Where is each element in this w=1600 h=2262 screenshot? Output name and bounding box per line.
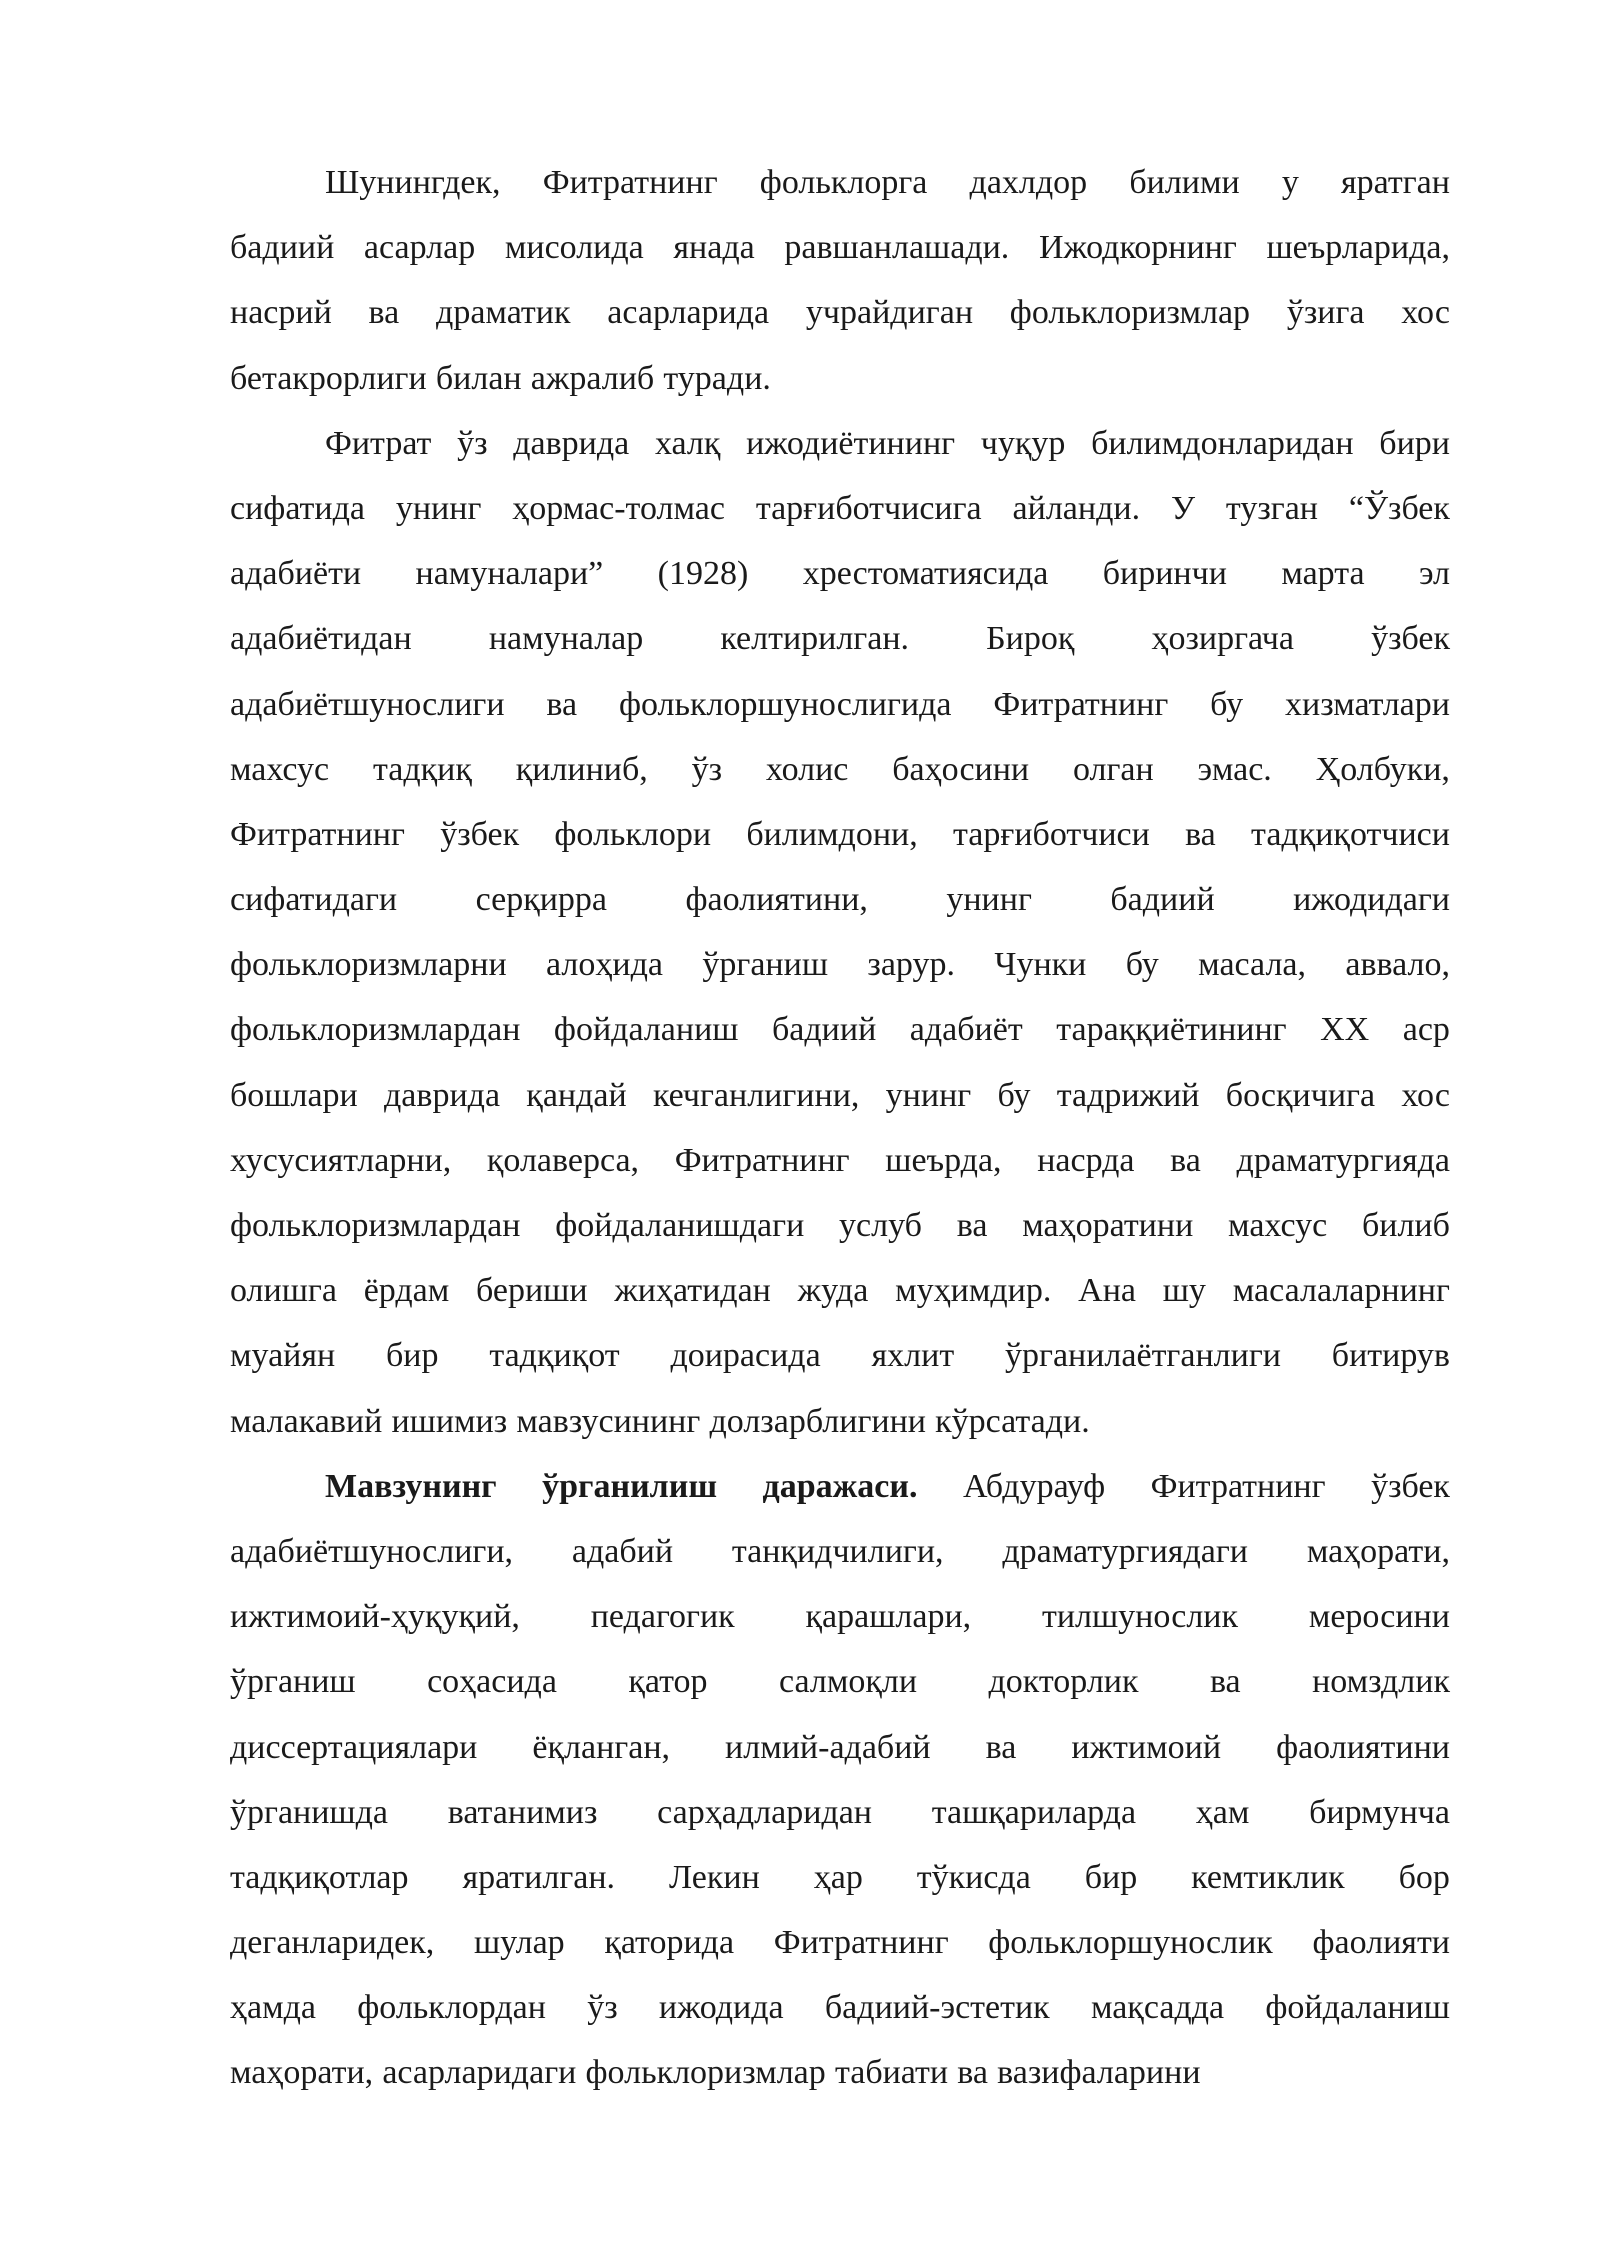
word: ижодида xyxy=(658,1989,784,2027)
paragraph xyxy=(230,150,1450,411)
word: бадиий xyxy=(230,229,335,267)
word: ва xyxy=(368,294,400,332)
word: шу xyxy=(1162,1272,1206,1310)
word: бир xyxy=(386,1337,439,1375)
word: мақсадда xyxy=(1090,1989,1225,2027)
word: бири xyxy=(1379,424,1450,462)
word: ўрганилаётганлиги xyxy=(1005,1337,1281,1375)
word: мисолида xyxy=(504,229,644,267)
word: хос xyxy=(1401,1076,1450,1114)
text-line xyxy=(230,672,1450,737)
word: адабиётидан xyxy=(230,620,412,658)
text-line xyxy=(230,1649,1450,1714)
word: бетакрорлиги xyxy=(230,359,427,397)
text-line xyxy=(230,150,1450,215)
word: яратилган. xyxy=(462,1858,616,1896)
word: бор xyxy=(1398,1858,1450,1896)
word: илмий-адабий xyxy=(725,1728,931,1766)
word: фольклори xyxy=(554,815,712,853)
word: бу xyxy=(1125,946,1159,984)
word: (1928) xyxy=(657,555,749,593)
word: билими xyxy=(1129,164,1240,201)
word: докторлик xyxy=(988,1663,1139,1701)
word: олган xyxy=(1072,750,1154,788)
word: ўрганиш xyxy=(702,946,828,984)
word: фольклоризмлардан xyxy=(230,1011,521,1049)
word: салмоқли xyxy=(778,1663,918,1701)
word: ва xyxy=(1170,1141,1201,1179)
word: ватанимиз xyxy=(447,1793,598,1831)
word: асарларида xyxy=(607,294,770,332)
word: қандай xyxy=(526,1076,627,1114)
text-line xyxy=(230,1128,1450,1193)
word: номздлик xyxy=(1312,1663,1450,1701)
word: хрестоматиясида xyxy=(802,555,1049,593)
word: У xyxy=(1170,489,1196,527)
word: фольклоризмлардан xyxy=(230,1207,521,1244)
word: ҳормас-толмас xyxy=(512,489,725,527)
word: долзарблигини xyxy=(709,1402,926,1440)
word: билиб xyxy=(1361,1207,1450,1244)
word: ва xyxy=(957,2054,988,2092)
word: биринчи xyxy=(1102,555,1227,593)
word: диссертациялари xyxy=(230,1728,478,1766)
text-line xyxy=(230,867,1450,932)
word: унинг xyxy=(395,489,482,527)
text-line xyxy=(230,1910,1450,1975)
word: битирув xyxy=(1331,1337,1450,1375)
word: Ана xyxy=(1078,1272,1136,1310)
word: олишга xyxy=(230,1272,337,1310)
text-line xyxy=(230,411,1450,476)
text-line xyxy=(230,1584,1450,1649)
paragraph xyxy=(230,1454,1450,2106)
word: фольклоршунослигида xyxy=(618,685,952,723)
word: педагогик xyxy=(590,1598,735,1636)
word: фольклоршунослик xyxy=(988,1924,1273,1962)
word: тадқиқот xyxy=(489,1337,620,1375)
word: фойдаланиш xyxy=(1265,1989,1450,2027)
word: қаторида xyxy=(604,1924,735,1962)
word: услуб xyxy=(839,1207,922,1244)
word: ва xyxy=(546,685,578,723)
word: сифатида xyxy=(230,489,365,527)
word: адабиётшунослиги, xyxy=(230,1532,514,1570)
text-line xyxy=(230,1193,1450,1258)
word: шулар xyxy=(473,1924,565,1962)
word: Ҳолбуки, xyxy=(1315,750,1450,788)
word: ёрдам xyxy=(363,1272,450,1310)
word: малакавий xyxy=(230,1402,383,1440)
word: тадқиқотчиси xyxy=(1251,815,1450,853)
word: XX xyxy=(1320,1011,1370,1049)
word: қатор xyxy=(628,1663,708,1701)
paragraph xyxy=(230,411,1450,1454)
word: тўкисда xyxy=(916,1858,1031,1896)
word: серқирра xyxy=(475,881,607,919)
word: равшанлашади. xyxy=(784,229,1010,267)
word: бадиий xyxy=(771,1011,877,1049)
word: ўз xyxy=(691,750,723,788)
text-line xyxy=(230,476,1450,541)
word: масалаларнинг xyxy=(1232,1272,1450,1310)
word: ва xyxy=(1209,1663,1241,1701)
word: фаолиятини xyxy=(1276,1728,1450,1766)
word: драматик xyxy=(436,294,571,332)
word: ижодиётининг xyxy=(746,424,956,462)
word: бериши xyxy=(476,1272,588,1310)
text-line xyxy=(230,346,1450,411)
word: унинг xyxy=(946,881,1032,919)
word: зарур. xyxy=(867,946,955,984)
text-line xyxy=(230,1519,1450,1584)
word: Абдурауф xyxy=(962,1467,1106,1505)
word: яхлит xyxy=(871,1337,955,1375)
word: тилшунослик xyxy=(1041,1598,1238,1636)
word: махсус xyxy=(1228,1207,1328,1244)
word: ижтимоий-ҳуқуқий, xyxy=(230,1598,520,1636)
word: эмас. xyxy=(1197,750,1272,788)
word: Ижодкорнинг xyxy=(1038,229,1237,267)
word: фольклоризмлар xyxy=(1009,294,1251,332)
word: ва xyxy=(1185,815,1216,853)
word: насрий xyxy=(230,294,332,332)
word: доирасида xyxy=(670,1337,821,1375)
text-line xyxy=(230,1845,1450,1910)
word: махсус xyxy=(230,750,330,788)
word: бошлари xyxy=(230,1076,358,1114)
word: фольклоризмларни xyxy=(230,946,507,984)
word: ўзбек xyxy=(440,815,520,853)
word: фойдаланиш xyxy=(553,1011,739,1049)
word: ҳозиргача xyxy=(1151,620,1294,658)
word: чуқур xyxy=(980,424,1066,462)
word: ўзига xyxy=(1286,294,1365,332)
word: аср xyxy=(1402,1011,1450,1049)
word: маҳорати, xyxy=(1306,1532,1450,1570)
text-line xyxy=(230,1323,1450,1388)
word: намуналар xyxy=(488,620,644,658)
text-line xyxy=(230,541,1450,606)
word: хизматлари xyxy=(1285,685,1450,723)
word: маҳорати, xyxy=(230,2054,374,2092)
word: маҳоратини xyxy=(1022,1207,1194,1244)
text-line xyxy=(230,606,1450,671)
word: насрда xyxy=(1037,1141,1135,1179)
word: ёқланган, xyxy=(532,1728,671,1766)
word: ташқариларда xyxy=(931,1793,1137,1831)
word: босқичига xyxy=(1225,1076,1376,1114)
word: Бироқ xyxy=(986,620,1075,658)
word: ижтимоий xyxy=(1071,1728,1222,1766)
word: мавзусининг xyxy=(516,1402,701,1440)
word: даврида xyxy=(384,1076,501,1114)
word: тадқиқ xyxy=(372,750,472,788)
word: жуда xyxy=(797,1272,869,1310)
word: хос xyxy=(1401,294,1450,332)
text-line xyxy=(230,280,1450,345)
word: дахлдор xyxy=(969,164,1088,201)
word: қарашлари, xyxy=(805,1598,972,1636)
word: фойдаланишдаги xyxy=(555,1207,805,1244)
word: адабиётшунослиги xyxy=(230,685,505,723)
word: марта xyxy=(1281,555,1365,593)
word: фаолиятини, xyxy=(685,881,868,919)
word: ҳамда xyxy=(230,1989,316,2027)
word: вазифаларини xyxy=(997,2054,1201,2092)
word: жиҳатидан xyxy=(614,1272,771,1310)
word: шеърларида, xyxy=(1266,229,1450,267)
word: кемтиклик xyxy=(1191,1858,1345,1896)
word: асарларидаги xyxy=(382,2054,577,2092)
text-line xyxy=(230,737,1450,802)
word: намуналари” xyxy=(415,555,604,593)
word: аввало, xyxy=(1345,946,1450,984)
word: ҳам xyxy=(1195,1793,1250,1831)
word: шеърда, xyxy=(885,1141,1002,1179)
word: табиати xyxy=(834,2054,949,2092)
word: қилиниб, xyxy=(515,750,648,788)
word: муҳимдир. xyxy=(895,1272,1052,1310)
text-line xyxy=(230,1975,1450,2040)
word: тадқиқотлар xyxy=(230,1858,409,1896)
word: эл xyxy=(1419,555,1450,593)
word: драматургияда xyxy=(1236,1141,1450,1179)
word: билимдонларидан xyxy=(1091,424,1354,462)
word: бадиий xyxy=(1110,881,1215,919)
word: фольклордан xyxy=(357,1989,546,2027)
text-line xyxy=(230,1389,1450,1454)
text-line xyxy=(230,1715,1450,1780)
word: муайян xyxy=(230,1337,336,1375)
word: билимдони, xyxy=(746,815,918,853)
word: Фитратнинг xyxy=(1150,1467,1326,1505)
word: ва xyxy=(985,1728,1017,1766)
word: ва xyxy=(956,1207,988,1244)
word: айланди. xyxy=(1012,489,1141,527)
word: сифатидаги xyxy=(230,881,398,919)
word: адабиёти xyxy=(230,555,362,593)
word: фольклоризмлар xyxy=(585,2054,826,2092)
word: Фитратнинг xyxy=(542,164,718,201)
word: ўз xyxy=(587,1989,618,2027)
word: янада xyxy=(673,229,755,267)
word: тараққиётининг xyxy=(1056,1011,1287,1049)
word: драматургиядаги xyxy=(1002,1532,1248,1570)
word: бирмунча xyxy=(1309,1793,1450,1831)
text-line xyxy=(230,2040,1450,2105)
word: ўрганишда xyxy=(230,1793,388,1831)
word: у xyxy=(1281,164,1299,201)
document-body xyxy=(230,150,1450,2106)
word: тарғиботчиси xyxy=(953,815,1150,853)
word: Чунки xyxy=(994,946,1087,984)
word: кечганлигини, xyxy=(652,1076,860,1114)
word: ижодидаги xyxy=(1293,881,1450,919)
word: бу xyxy=(997,1076,1031,1114)
word: хусусиятларни, xyxy=(230,1141,452,1179)
word: адабиёт xyxy=(909,1011,1023,1049)
word: холис xyxy=(765,750,849,788)
word: бир xyxy=(1084,1858,1138,1896)
word: танқидчилиги, xyxy=(731,1532,944,1570)
word: “Ўзбек xyxy=(1348,489,1450,527)
word: Шунингдек, xyxy=(325,164,501,201)
word: кўрсатади. xyxy=(935,1402,1090,1440)
word: деганларидек, xyxy=(230,1924,435,1962)
word: Фитратнинг xyxy=(773,1924,949,1962)
word: сарҳадларидан xyxy=(657,1793,872,1831)
text-line xyxy=(230,932,1450,997)
bold-lead-word: ўрганилиш xyxy=(542,1467,718,1505)
word: адабий xyxy=(571,1532,674,1570)
word: ўзбек xyxy=(1371,620,1450,658)
word: соҳасида xyxy=(427,1663,557,1701)
word: Лекин xyxy=(668,1858,760,1896)
word: Фитратнинг xyxy=(674,1141,850,1179)
word: яратган xyxy=(1341,164,1450,201)
word: ажралиб xyxy=(530,359,655,397)
word: тадрижий xyxy=(1056,1076,1200,1114)
word: тузган xyxy=(1225,489,1318,527)
word: тарғиботчисига xyxy=(755,489,982,527)
bold-lead-word: Мавзунинг xyxy=(325,1467,497,1505)
word: алоҳида xyxy=(546,946,663,984)
text-line xyxy=(230,1258,1450,1323)
word: халқ xyxy=(654,424,721,462)
word: Фитратнинг xyxy=(230,815,405,853)
word: Фитратнинг xyxy=(993,685,1169,723)
word: унинг xyxy=(885,1076,972,1114)
word: фольклорга xyxy=(759,164,928,201)
word: ўз xyxy=(457,424,488,462)
word: даврида xyxy=(513,424,630,462)
word: асарлар xyxy=(363,229,476,267)
word: ишимиз xyxy=(391,1402,508,1440)
word: келтирилган. xyxy=(720,620,910,658)
text-line xyxy=(230,1063,1450,1128)
text-line xyxy=(230,997,1450,1062)
word: учрайдиган xyxy=(805,294,974,332)
word: ўзбек xyxy=(1371,1467,1450,1505)
word: қолаверса, xyxy=(486,1141,640,1179)
word: баҳосини xyxy=(892,750,1030,788)
text-line xyxy=(230,1780,1450,1845)
word: билан xyxy=(435,359,522,397)
text-line xyxy=(230,802,1450,867)
word: бу xyxy=(1210,685,1244,723)
word: Фитрат xyxy=(325,424,432,462)
word: масала, xyxy=(1198,946,1306,984)
word: туради. xyxy=(663,359,771,397)
bold-lead-word: даражаси. xyxy=(762,1467,918,1505)
text-line xyxy=(230,215,1450,280)
word: меросини xyxy=(1308,1598,1450,1636)
word: фаолияти xyxy=(1312,1924,1450,1962)
word: ҳар xyxy=(813,1858,863,1896)
word: бадиий-эстетик xyxy=(824,1989,1050,2027)
text-line xyxy=(230,1454,1450,1519)
word: ўрганиш xyxy=(230,1663,356,1701)
